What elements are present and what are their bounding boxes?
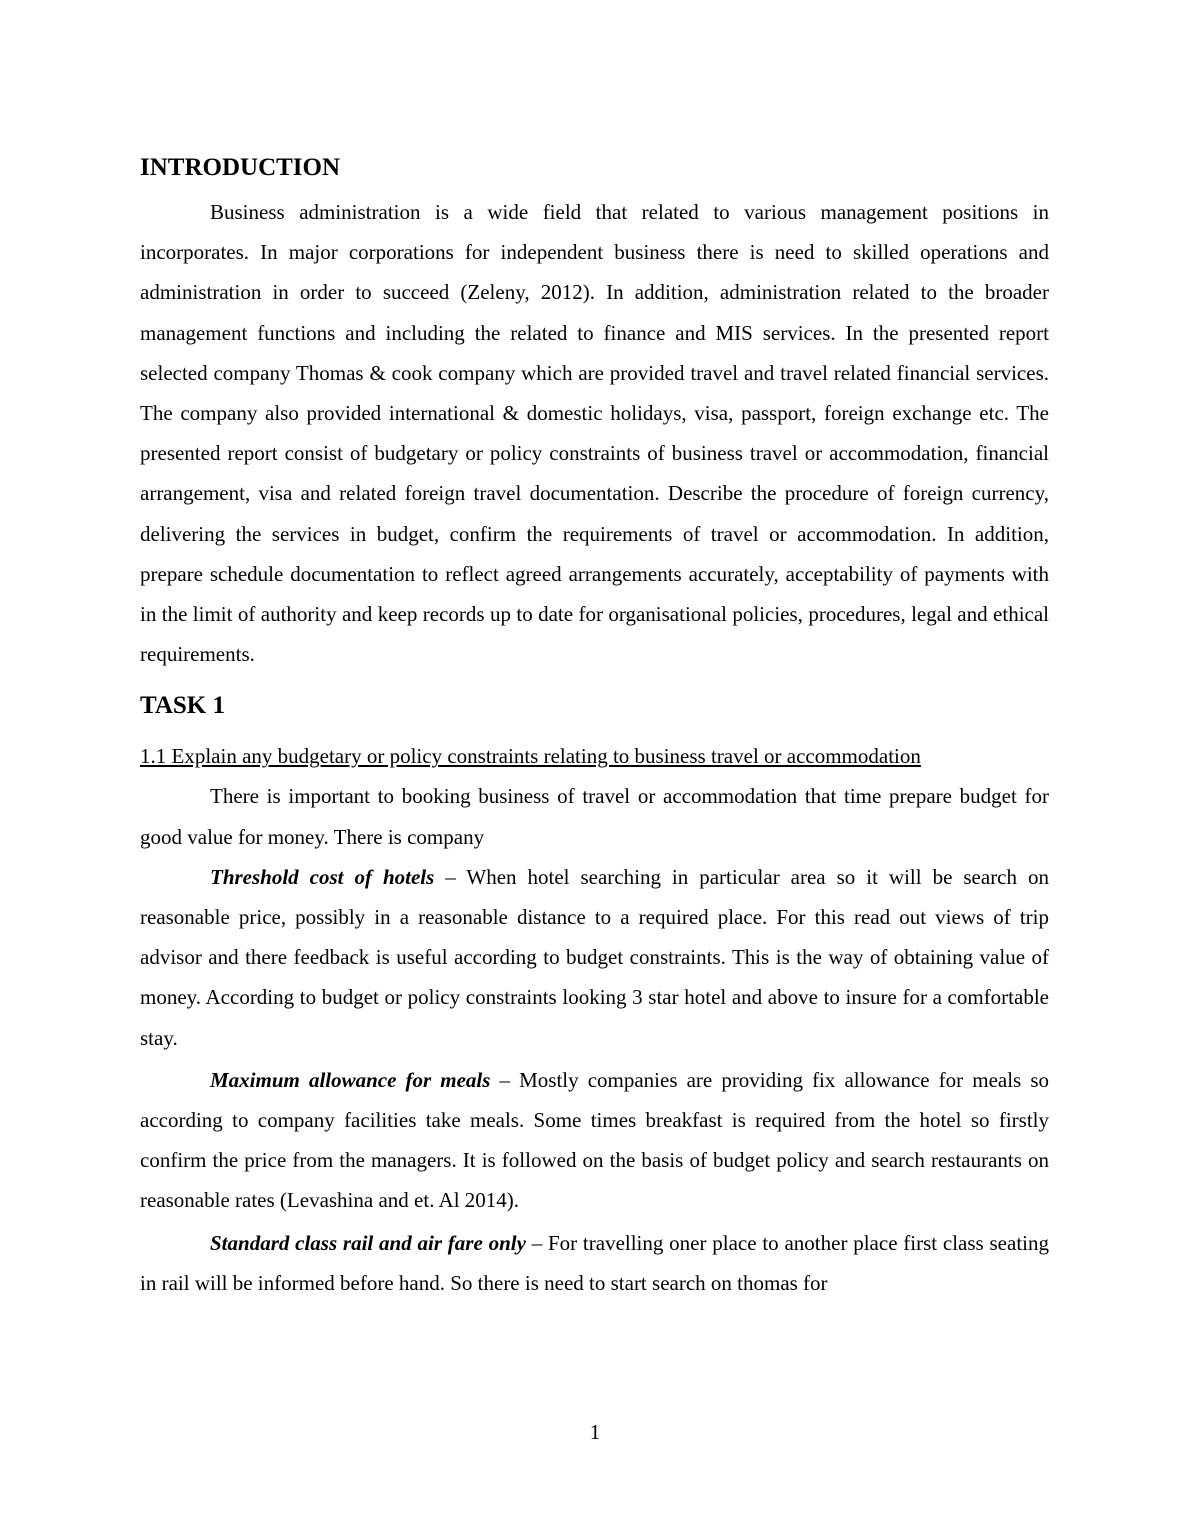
standard-fare-term: Standard class rail and air fare only bbox=[210, 1230, 526, 1255]
introduction-paragraph: Business administration is a wide field that related to various management positions in incorporates. In major corporations for independent business there is need to skilled operations and administration in order to succeed (Zeleny, 2012). In addition, administration related to the broader management functions and including the related to finance and MIS services. In the presented report selected company Thomas & cook company which are provided travel and travel related financial services. The company also provided international & domestic holidays, visa, passport, foreign exchange etc. The presented report consist of budgetary or policy constraints of business travel or accommodation, financial arrangement, visa and related foreign travel documentation. Describe the procedure of foreign currency, delivering the services in budget, confirm the requirements of travel or accommodation. In addition, prepare schedule documentation to reflect agreed arrangements accurately, acceptability of payments with in the limit of authority and keep records up to date for organisational policies, procedures, legal and ethical requirements. bbox=[140, 200, 1049, 667]
document-page bbox=[140, 148, 1049, 1303]
task-1-heading: TASK 1 bbox=[140, 692, 225, 720]
introduction-heading: INTRODUCTION bbox=[140, 154, 341, 181]
page-number: 1 bbox=[589, 1420, 601, 1444]
meal-allowance-text: – Mostly companies are providing fix allowance for meals so according to company facilities take meals. Some times breakfast is required from the hotel so firstly confirm the price from the managers. It is followed on the basis of budget policy and search restaurants on reasonable rates (Levashina and et. Al 2014). bbox=[140, 1067, 1049, 1213]
meal-allowance-term: Maximum allowance for meals bbox=[210, 1067, 491, 1092]
standard-fare-paragraph bbox=[140, 1223, 1049, 1303]
threshold-cost-text: – When hotel searching in particular area so it will be search on reasonable price, possibly in a reasonable distance to a required place. For this read out views of trip advisor and there feedback is useful according to budget constraints. This is the way of obtaining value of money. According to budget or policy constraints looking 3 star hotel and above to insure for a comfortable stay. bbox=[140, 864, 1049, 1050]
task-1-intro-paragraph: There is important to booking business of travel or accommodation that time prepare budget for good value for money. There is company bbox=[140, 784, 1049, 849]
task-1-1-subheading: 1.1 Explain any budgetary or policy constraints relating to business travel or accommodation bbox=[140, 744, 921, 769]
standard-fare-text: – For travelling oner place to another place first class seating in rail will be informed before hand. So there is need to start search on thomas for bbox=[140, 1230, 1049, 1295]
threshold-cost-paragraph bbox=[140, 857, 1049, 1058]
threshold-cost-term: Threshold cost of hotels bbox=[210, 864, 435, 889]
meal-allowance-paragraph bbox=[140, 1060, 1049, 1221]
